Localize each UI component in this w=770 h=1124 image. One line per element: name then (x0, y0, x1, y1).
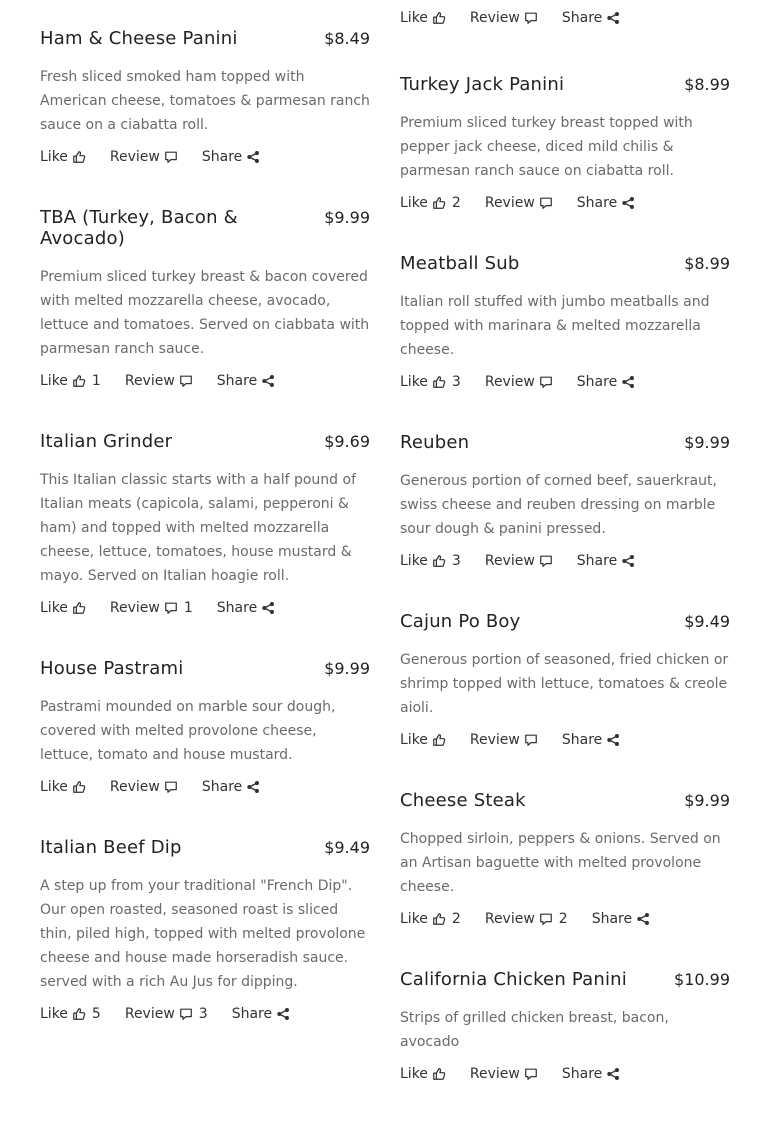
review-button[interactable] (470, 1066, 538, 1082)
share-button[interactable] (232, 1006, 290, 1022)
menu-item (40, 431, 370, 616)
share-label: Share (231, 1006, 273, 1022)
item-actions (400, 1066, 730, 1082)
like-button[interactable] (40, 1006, 101, 1022)
menu-item (40, 207, 370, 389)
share-button[interactable] (217, 373, 275, 389)
share-label: Share (561, 10, 603, 26)
share-icon (246, 150, 260, 164)
thumbs-up-icon (432, 196, 446, 210)
item-name: Reuben (400, 432, 470, 453)
comment-icon (179, 1007, 193, 1021)
comment-icon (164, 601, 178, 615)
share-button[interactable] (562, 10, 620, 26)
item-header (400, 611, 730, 632)
share-icon (621, 196, 635, 210)
menu-column-left (40, 28, 370, 1064)
review-button[interactable] (125, 1006, 208, 1022)
item-actions (40, 373, 370, 389)
item-price: $9.99 (324, 659, 370, 678)
review-button[interactable] (485, 911, 568, 927)
share-icon (606, 11, 620, 25)
review-label: Review (124, 1006, 175, 1022)
item-header (400, 432, 730, 453)
review-button[interactable] (110, 779, 178, 795)
thumbs-up-icon (432, 11, 446, 25)
item-actions (40, 600, 370, 616)
review-count: 2 (558, 911, 568, 927)
item-description: Generous portion of corned beef, sauerkraut, swiss cheese and reuben dressing on marble sour dough & panini pressed. (400, 473, 717, 537)
item-header (40, 431, 370, 452)
like-button[interactable] (400, 374, 461, 390)
item-price: $8.99 (684, 75, 730, 94)
like-count: 3 (451, 553, 461, 569)
item-price: $8.49 (324, 29, 370, 48)
item-header (400, 74, 730, 95)
item-price: $9.99 (324, 208, 370, 227)
item-header (40, 28, 370, 49)
like-label: Like (40, 600, 68, 616)
share-label: Share (576, 553, 618, 569)
item-actions (40, 1006, 370, 1022)
item-name: Turkey Jack Panini (400, 74, 565, 95)
like-label: Like (40, 779, 68, 795)
thumbs-up-icon (72, 150, 86, 164)
item-description: Chopped sirloin, peppers & onions. Served on an Artisan baguette with melted provolone cheese. (400, 831, 721, 895)
review-label: Review (109, 779, 160, 795)
thumbs-up-icon (432, 554, 446, 568)
like-label: Like (40, 1006, 68, 1022)
review-label: Review (484, 911, 535, 927)
item-name: Italian Grinder (40, 431, 173, 452)
share-label: Share (561, 1066, 603, 1082)
comment-icon (524, 11, 538, 25)
menu-item (400, 790, 730, 927)
item-name: TBA (Turkey, Bacon & Avocado) (40, 207, 238, 249)
item-name: California Chicken Panini (400, 969, 627, 990)
item-actions (400, 10, 730, 26)
comment-icon (179, 374, 193, 388)
share-icon (621, 375, 635, 389)
comment-icon (539, 196, 553, 210)
item-price: $9.69 (324, 432, 370, 451)
like-count: 2 (451, 195, 461, 211)
share-button[interactable] (577, 374, 635, 390)
thumbs-up-icon (432, 1067, 446, 1081)
item-header (40, 837, 370, 858)
menu-item (40, 837, 370, 1022)
like-button[interactable] (400, 1066, 446, 1082)
share-icon (606, 733, 620, 747)
share-button[interactable] (562, 1066, 620, 1082)
like-count: 2 (451, 911, 461, 927)
item-header (400, 969, 730, 990)
item-header (400, 253, 730, 274)
share-button[interactable] (592, 911, 650, 927)
share-icon (246, 780, 260, 794)
share-label: Share (216, 373, 258, 389)
item-description: This Italian classic starts with a half pound of Italian meats (capicola, salami, pepperoni & ham) and topped with melted mozzarella cheese, lettuce, tomatoes, house mustard & mayo. Served on Italian hoagie roll. (40, 472, 357, 584)
item-header (400, 790, 730, 811)
like-label: Like (400, 10, 428, 26)
item-name: Cheese Steak (400, 790, 526, 811)
item-actions (400, 553, 730, 569)
review-button[interactable] (110, 149, 178, 165)
review-label: Review (109, 600, 160, 616)
like-label: Like (400, 195, 428, 211)
thumbs-up-icon (72, 374, 86, 388)
item-actions (400, 195, 730, 211)
share-label: Share (576, 374, 618, 390)
item-description: Premium sliced turkey breast & bacon covered with melted mozzarella cheese, avocado, lettuce and tomatoes. Served on ciabbata with parmesan ranch sauce. (40, 269, 370, 357)
review-count: 3 (198, 1006, 208, 1022)
share-button[interactable] (202, 779, 260, 795)
item-header (40, 207, 370, 249)
item-actions (40, 779, 370, 795)
menu-item (40, 658, 370, 795)
thumbs-up-icon (432, 733, 446, 747)
item-price: $9.49 (324, 838, 370, 857)
share-icon (276, 1007, 290, 1021)
menu-item (40, 28, 370, 165)
like-button[interactable] (400, 195, 461, 211)
item-price: $9.99 (684, 433, 730, 452)
review-button[interactable] (125, 373, 193, 389)
share-button[interactable] (217, 600, 275, 616)
review-label: Review (484, 374, 535, 390)
share-label: Share (216, 600, 258, 616)
comment-icon (539, 375, 553, 389)
like-button[interactable] (400, 10, 446, 26)
review-label: Review (484, 195, 535, 211)
item-name: Cajun Po Boy (400, 611, 521, 632)
like-button[interactable] (40, 779, 86, 795)
share-button[interactable] (562, 732, 620, 748)
share-icon (621, 554, 635, 568)
review-button[interactable] (110, 600, 193, 616)
review-button[interactable] (470, 10, 538, 26)
share-button[interactable] (577, 195, 635, 211)
menu-item (400, 74, 730, 211)
item-header (40, 658, 370, 679)
share-icon (261, 601, 275, 615)
item-description: Pastrami mounded on marble sour dough, covered with melted provolone cheese, lettuce, tomato and house mustard. (40, 699, 336, 763)
item-description: Generous portion of seasoned, fried chicken or shrimp topped with lettuce, tomatoes & creole aioli. (400, 652, 729, 716)
menu-item (400, 432, 730, 569)
menu-column-right (400, 0, 730, 1124)
item-actions (40, 149, 370, 165)
thumbs-up-icon (72, 780, 86, 794)
share-label: Share (591, 911, 633, 927)
like-button[interactable] (400, 911, 461, 927)
like-button[interactable] (40, 373, 101, 389)
review-label: Review (124, 373, 175, 389)
like-count: 5 (91, 1006, 101, 1022)
menu-item (400, 969, 730, 1082)
menu-item (400, 611, 730, 748)
share-label: Share (201, 779, 243, 795)
item-name: Ham & Cheese Panini (40, 28, 238, 49)
like-label: Like (400, 732, 428, 748)
item-actions (400, 732, 730, 748)
comment-icon (539, 554, 553, 568)
review-label: Review (484, 553, 535, 569)
like-count: 1 (91, 373, 101, 389)
like-button[interactable] (400, 732, 446, 748)
thumbs-up-icon (72, 1007, 86, 1021)
review-button[interactable] (485, 195, 553, 211)
thumbs-up-icon (432, 375, 446, 389)
item-description: Premium sliced turkey breast topped with pepper jack cheese, diced mild chilis & parmesan ranch sauce on ciabatta roll. (400, 115, 693, 179)
item-name: Meatball Sub (400, 253, 520, 274)
like-button[interactable] (40, 600, 86, 616)
like-label: Like (40, 373, 68, 389)
item-description: Fresh sliced smoked ham topped with American cheese, tomatoes & parmesan ranch sauce on a ciabatta roll. (40, 69, 370, 133)
review-button[interactable] (470, 732, 538, 748)
item-description: A step up from your traditional "French Dip". Our open roasted, seasoned roast is sliced thin, piled high, topped with melted provolone cheese and house made horseradish sauce. served with a rich Au Jus for dipping. (40, 878, 366, 990)
review-button[interactable] (485, 374, 553, 390)
item-name: Italian Beef Dip (40, 837, 182, 858)
like-label: Like (400, 911, 428, 927)
comment-icon (164, 780, 178, 794)
item-actions (400, 911, 730, 927)
item-name: House Pastrami (40, 658, 184, 679)
item-price: $10.99 (674, 970, 730, 989)
share-icon (636, 912, 650, 926)
review-label: Review (469, 1066, 520, 1082)
share-label: Share (561, 732, 603, 748)
review-label: Review (469, 732, 520, 748)
share-icon (261, 374, 275, 388)
like-button[interactable] (400, 553, 461, 569)
like-label: Like (400, 1066, 428, 1082)
menu-item (400, 253, 730, 390)
item-price: $9.99 (684, 791, 730, 810)
share-label: Share (201, 149, 243, 165)
thumbs-up-icon (72, 601, 86, 615)
like-button[interactable] (40, 149, 86, 165)
comment-icon (539, 912, 553, 926)
item-description: Italian roll stuffed with jumbo meatballs and topped with marinara & melted mozzarella cheese. (400, 294, 710, 358)
item-price: $9.49 (684, 612, 730, 631)
comment-icon (524, 733, 538, 747)
item-price: $8.99 (684, 254, 730, 273)
review-button[interactable] (485, 553, 553, 569)
review-label: Review (109, 149, 160, 165)
like-label: Like (400, 374, 428, 390)
like-label: Like (400, 553, 428, 569)
share-button[interactable] (202, 149, 260, 165)
item-description: Strips of grilled chicken breast, bacon, avocado (400, 1010, 669, 1050)
like-label: Like (40, 149, 68, 165)
thumbs-up-icon (432, 912, 446, 926)
share-icon (606, 1067, 620, 1081)
comment-icon (524, 1067, 538, 1081)
share-label: Share (576, 195, 618, 211)
like-count: 3 (451, 374, 461, 390)
review-label: Review (469, 10, 520, 26)
review-count: 1 (183, 600, 193, 616)
share-button[interactable] (577, 553, 635, 569)
comment-icon (164, 150, 178, 164)
item-actions (400, 374, 730, 390)
